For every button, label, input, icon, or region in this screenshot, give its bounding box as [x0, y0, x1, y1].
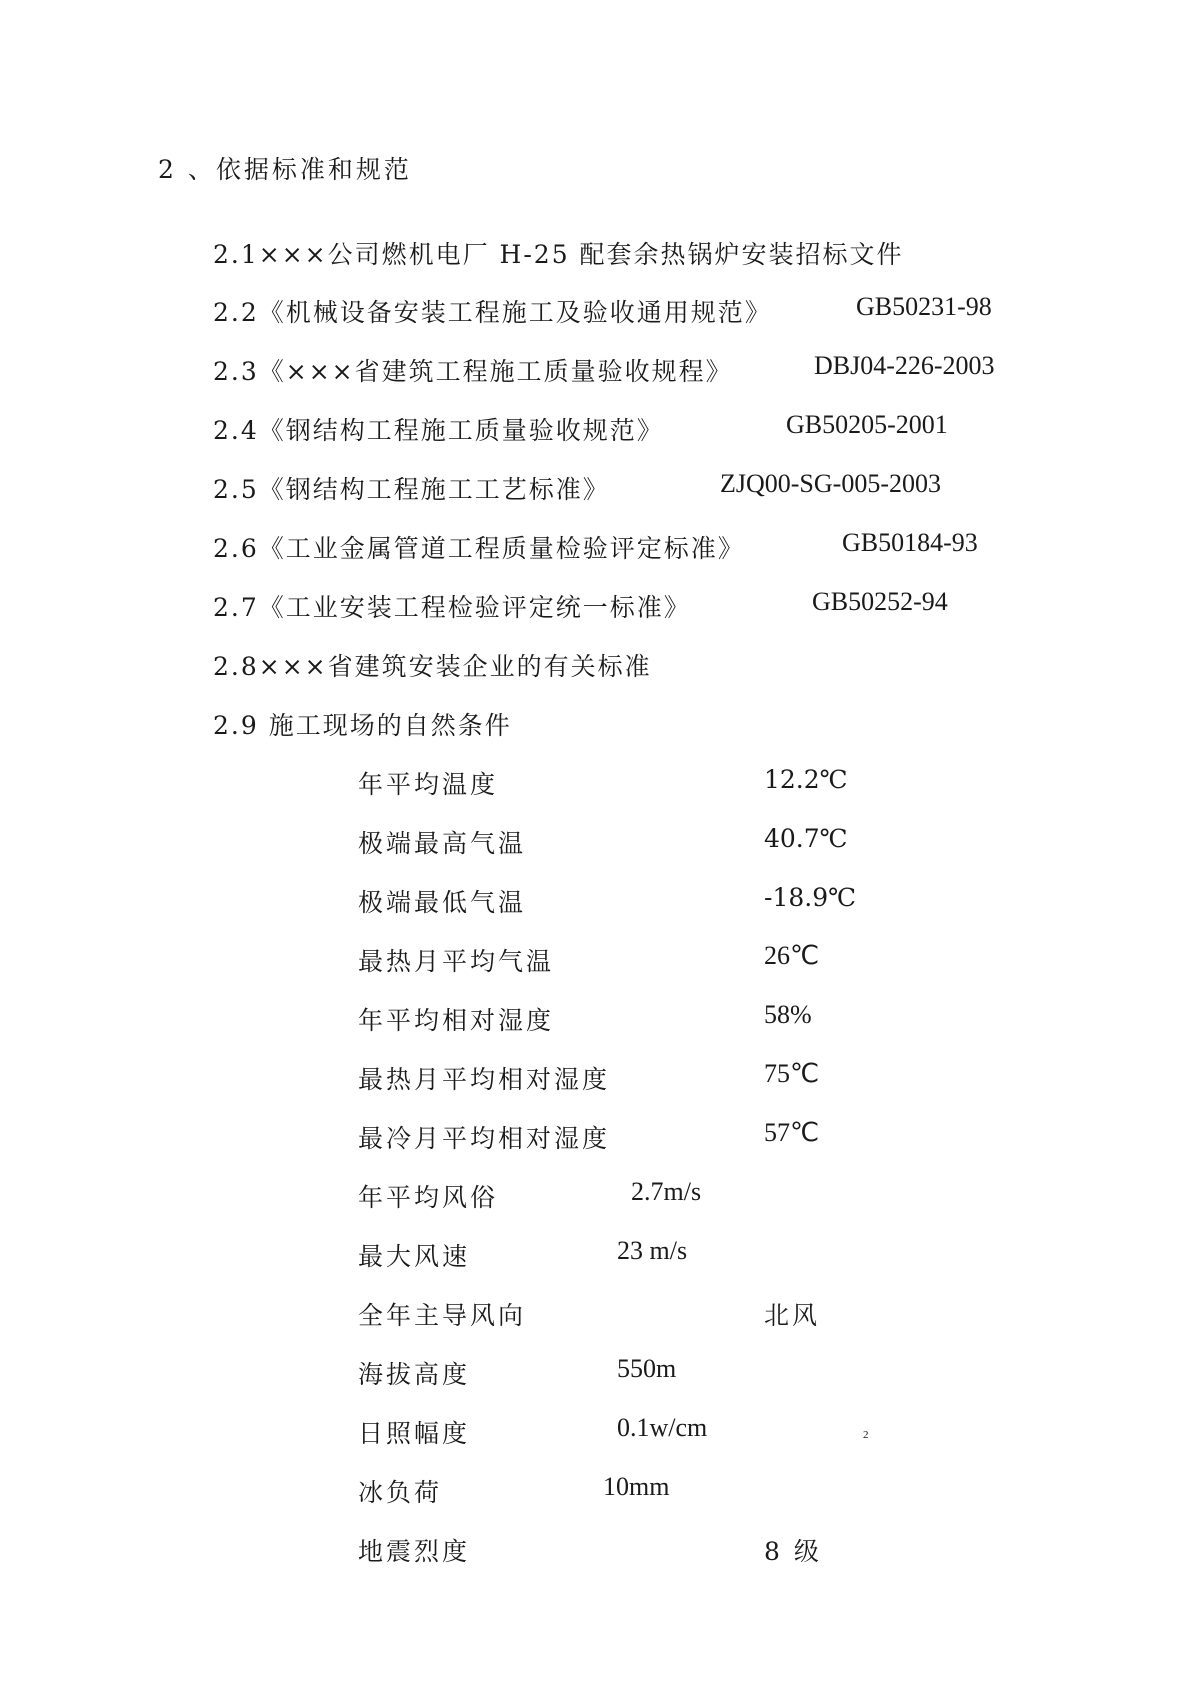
condition-label: 极端最低气温	[358, 888, 527, 917]
condition-label: 地震烈度	[358, 1537, 471, 1566]
condition-label: 日照幅度	[358, 1419, 471, 1448]
standard-code-2-7: GB50252-94	[812, 587, 948, 616]
condition-value: 0.1w/cm	[617, 1413, 708, 1442]
condition-value: 550m	[617, 1354, 677, 1383]
condition-value: 10mm	[603, 1472, 670, 1501]
standard-item-2-9: 2.9 施工现场的自然条件	[213, 711, 512, 740]
condition-value: 75℃	[764, 1059, 820, 1088]
standard-item-2-4: 2.4《钢结构工程施工质量验收规范》	[213, 416, 664, 445]
condition-value: 57℃	[764, 1118, 820, 1147]
condition-value: 2.7m/s	[631, 1177, 702, 1206]
condition-value: 8 级	[764, 1537, 822, 1566]
condition-value: 北风	[764, 1301, 821, 1330]
standard-code-2-2: GB50231-98	[856, 292, 992, 321]
standard-code-2-6: GB50184-93	[842, 528, 978, 557]
condition-value: -18.9℃	[764, 883, 857, 912]
standard-item-2-5: 2.5《钢结构工程施工工艺标准》	[213, 475, 610, 504]
standard-item-2-2: 2.2《机械设备安装工程施工及验收通用规范》	[213, 298, 772, 327]
standard-item-2-6: 2.6《工业金属管道工程质量检验评定标准》	[213, 534, 745, 563]
condition-label: 年平均风俗	[358, 1183, 499, 1212]
condition-value: 12.2℃	[764, 765, 848, 794]
condition-label: 年平均相对湿度	[358, 1006, 555, 1035]
standard-item-2-3: 2.3《×××省建筑工程施工质量验收规程》	[213, 357, 733, 386]
condition-label: 冰负荷	[358, 1478, 443, 1507]
condition-value: 26℃	[764, 941, 820, 970]
condition-label: 极端最高气温	[358, 829, 527, 858]
standard-code-2-5: ZJQ00-SG-005-2003	[720, 469, 941, 498]
standard-item-2-7: 2.7《工业安装工程检验评定统一标准》	[213, 593, 691, 622]
condition-label: 海拔高度	[358, 1360, 471, 1389]
condition-label: 年平均温度	[358, 770, 499, 799]
condition-label: 全年主导风向	[358, 1301, 527, 1330]
condition-value: 58%	[764, 1000, 812, 1029]
condition-value: 23 m/s	[617, 1236, 688, 1265]
standard-code-2-3: DBJ04-226-2003	[814, 351, 995, 380]
standard-item-2-1: 2.1×××公司燃机电厂 H-25 配套余热锅炉安装招标文件	[213, 240, 904, 269]
superscript-mark: 2	[863, 1429, 869, 1441]
section-heading: 2 、依据标准和规范	[158, 155, 412, 184]
condition-label: 最大风速	[358, 1242, 471, 1271]
standard-item-2-8: 2.8×××省建筑安装企业的有关标准	[213, 652, 652, 681]
condition-value: 40.7℃	[764, 824, 848, 853]
condition-label: 最冷月平均相对湿度	[358, 1124, 611, 1153]
standard-code-2-4: GB50205-2001	[786, 410, 948, 439]
condition-label: 最热月平均气温	[358, 947, 555, 976]
condition-label: 最热月平均相对湿度	[358, 1065, 611, 1094]
